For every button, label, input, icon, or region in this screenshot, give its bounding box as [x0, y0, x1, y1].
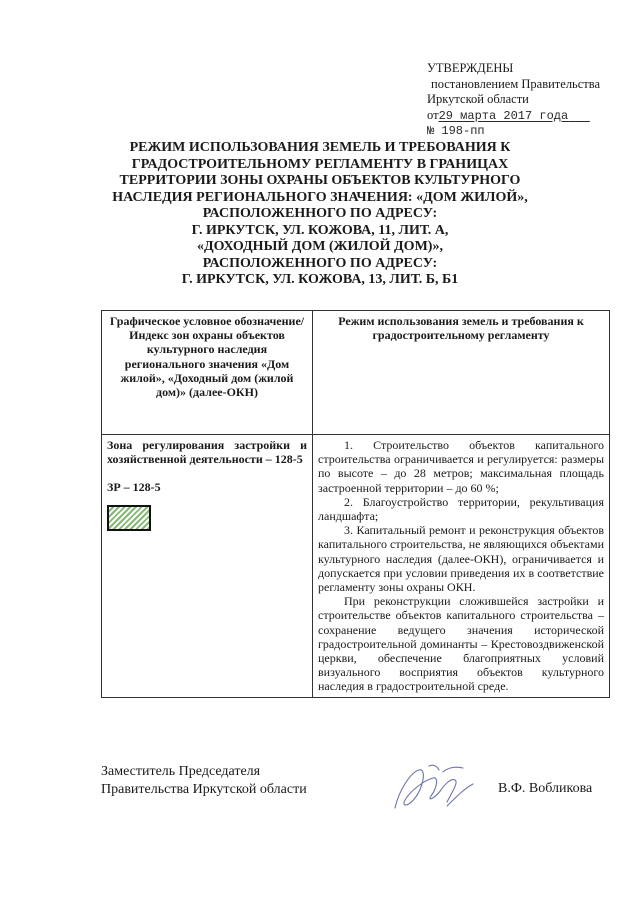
regulation-paragraph: 2. Благоустройство территории, рекультивация ландшафта;	[318, 494, 604, 524]
approval-decree: постановлением Правительства	[431, 76, 601, 91]
zone-legend-swatch	[107, 505, 151, 531]
title-line: РЕЖИМ ИСПОЛЬЗОВАНИЯ ЗЕМЕЛЬ И ТРЕБОВАНИЯ К	[129, 140, 511, 155]
table-header-row	[102, 311, 610, 435]
approval-stamp	[427, 61, 627, 140]
regulation-paragraph: 3. Капитальный ремонт и реконструкция объектов капитального строительства, не являющихся объектами культурного наследия (далее-ОКН), ограничивается и допускается при условии приведения их в соответствие регламенту зоны охраны ОКН.	[318, 523, 604, 595]
handwritten-signature	[385, 758, 480, 818]
header-cell-regime: Режим использования земель и требования к градостроительному регламенту	[313, 311, 610, 435]
regulation-paragraph: При реконструкции сложившейся застройки и строительстве объектов капитального строительства – сохранение ведущего значения исторической градостроительной доминанты – Крестовоздвиженской церкви, обеспечение благоприятных условий визуального восприятия объектов культурного наследия в градостроительной среде.	[318, 594, 604, 694]
title-line: Г. ИРКУТСК, УЛ. КОЖОВА, 11, ЛИТ. А,	[191, 222, 449, 238]
title-line: РАСПОЛОЖЕННОГО ПО АДРЕСУ:	[202, 206, 438, 221]
title-line: ТЕРРИТОРИИ ЗОНЫ ОХРАНЫ ОБЪЕКТОВ КУЛЬТУРНОГО	[119, 173, 521, 188]
table-row	[102, 435, 610, 698]
header-cell-designation: Графическое условное обозначение/Индекс зон охраны объектов культурного наследия регионального значения «Дом жилой», «Доходный дом (жилой дом)» (далее-ОКН)	[102, 311, 313, 435]
title-line: ГРАДОСТРОИТЕЛЬНОМУ РЕГЛАМЕНТУ В ГРАНИЦАХ	[131, 156, 509, 172]
approval-date: 29 марта 2017 года	[438, 108, 569, 123]
zone-code: ЗР – 128-5	[107, 480, 161, 495]
position-line: Правительства Иркутской области	[101, 782, 307, 797]
approval-heading: УТВЕРЖДЕНЫ	[427, 61, 514, 75]
approval-date-line	[427, 108, 627, 125]
document-title	[100, 140, 540, 289]
regulation-table	[101, 310, 610, 698]
approval-date-prefix: от	[427, 107, 439, 122]
title-line: НАСЛЕДИЯ РЕГИОНАЛЬНОГО ЗНАЧЕНИЯ: «ДОМ ЖИЛОЙ»,	[112, 189, 528, 205]
position-line: Заместитель Председателя	[101, 764, 261, 779]
regulation-paragraph: 1. Строительство объектов капитального строительства ограничивается и регулируется: размеры по высоте – до 28 метров; максимальная площадь застроенной территории – до 60 %;	[318, 438, 604, 495]
title-line: «ДОХОДНЫЙ ДОМ (ЖИЛОЙ ДОМ)»,	[197, 239, 443, 254]
approval-region: Иркутской области	[427, 92, 529, 106]
title-line: РАСПОЛОЖЕННОГО ПО АДРЕСУ:	[202, 255, 438, 271]
approval-number: № 198-пп	[427, 124, 485, 138]
zone-cell	[102, 435, 313, 698]
title-line: Г. ИРКУТСК, УЛ. КОЖОВА, 13, ЛИТ. Б, Б1	[181, 272, 459, 287]
zone-name: Зона регулирования застройки и хозяйственной деятельности – 128-5	[107, 438, 307, 467]
signatory-name: В.Ф. Вобликова	[498, 781, 593, 796]
regime-cell	[313, 435, 610, 698]
signatory-position	[101, 763, 307, 799]
